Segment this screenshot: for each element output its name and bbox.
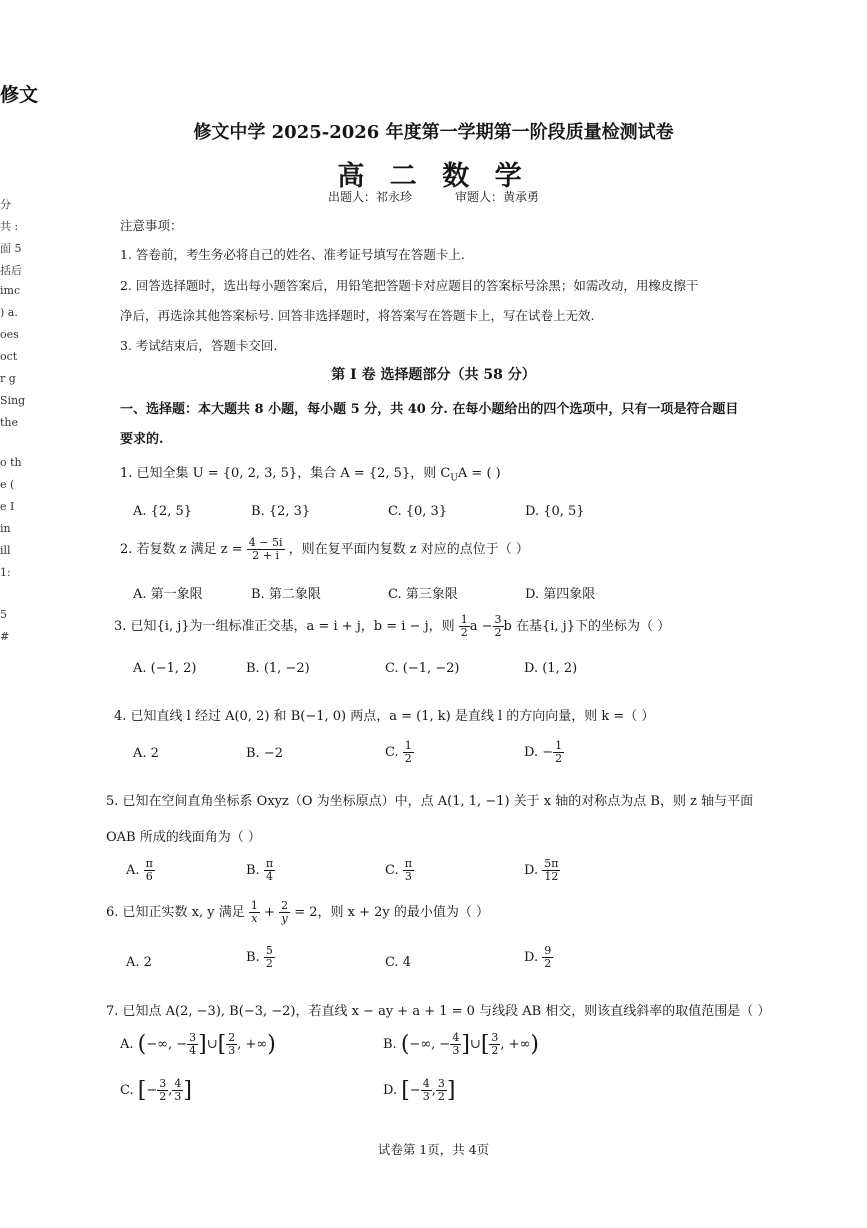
bleed-text: ) a. [0, 306, 18, 319]
question-5-stem: 5. 已知在空间直角坐标系 Oxyz（O 为坐标原点）中，点 A(1, 1, −1) 关于 x 轴的对称点为点 B，则 z 轴与平面 [106, 794, 754, 809]
bleed-text: 共 : [0, 220, 19, 233]
question-6-option-b[interactable]: B. $\frac{5}{2}$ [246, 944, 273, 971]
question-1-option-c[interactable]: C. {0, 3} [388, 504, 448, 519]
question-6-option-c[interactable]: C. 4 [385, 955, 412, 970]
note-line: 1. 答卷前，考生务必将自己的姓名、准考证号填写在答题卡上. [120, 247, 465, 262]
bleed-text: 分 [0, 198, 11, 211]
note-line: 净后，再选涂其他答案标号. 回答非选择题时，将答案写在答题卡上，写在试卷上无效. [120, 308, 595, 323]
fraction: $\frac{9}{2}$ [544, 944, 552, 971]
bleed-text: # [0, 630, 10, 643]
question-4-stem: 4. 已知直线 l 经过 A(0, 2) 和 B(−1, 0) 两点，a = (1, k) 是直线 l 的方向向量，则 k =（ ） [114, 709, 655, 724]
question-7-stem: 7. 已知点 A(2, −3), B(−3, −2)，若直线 x − ay + a + 1 = 0 与线段 AB 相交，则该直线斜率的取值范围是（ ） [106, 1004, 771, 1019]
bleed-text: 修文 [0, 84, 39, 106]
question-4-option-d[interactable]: D. − $\frac{1}{2}$ [524, 739, 563, 766]
bleed-text: in [0, 522, 11, 535]
question-5-option-d[interactable]: D. $\frac{5\pi}{12}$ [524, 857, 559, 884]
fraction: $\frac{4}{3}$ [452, 1031, 460, 1058]
question-4-option-a[interactable]: A. 2 [133, 746, 159, 761]
question-2-option-c[interactable]: C. 第三象限 [388, 587, 458, 602]
bleed-text: 1: [0, 566, 11, 579]
bleed-text: imc [0, 284, 21, 297]
fraction: $\frac{3}{4}$ [189, 1031, 197, 1058]
reviewer-label: 审题人：黄承勇 [455, 190, 540, 204]
question-3-option-d[interactable]: D. (1, 2) [524, 661, 578, 676]
bleed-text: r g [0, 372, 16, 385]
fraction: $\frac{3}{2}$ [491, 1031, 499, 1058]
bleed-text: ill [0, 544, 11, 557]
part-instruction: 一、选择题：本大题共 8 小题，每小题 5 分，共 40 分. 在每小题给出的四个选项中，只有一项是符合题目 [120, 402, 739, 417]
part-instruction: 要求的. [120, 432, 164, 447]
question-2-option-a[interactable]: A. 第一象限 [133, 587, 203, 602]
fraction: $\frac{2}{3}$ [228, 1031, 236, 1058]
question-2-option-d[interactable]: D. 第四象限 [525, 587, 596, 602]
bleed-text: e I [0, 500, 15, 513]
bleed-text: 括后 [0, 264, 22, 277]
question-7-option-d[interactable]: D. [− $\frac{4}{3}$ , $\frac{3}{2}$ ] [383, 1077, 456, 1104]
question-2-option-b[interactable]: B. 第二象限 [251, 587, 321, 602]
question-4-option-b[interactable]: B. −2 [246, 746, 283, 761]
fraction: $\frac{\pi}{4}$ [265, 857, 274, 884]
fraction: $\frac{3}{2}$ [159, 1077, 167, 1104]
bleed-text: oes [0, 328, 19, 341]
exam-title: 修文中学 2025-2026 年度第一学期第一阶段质量检测试卷 [193, 122, 674, 143]
question-4-option-c[interactable]: C. $\frac{1}{2}$ [385, 739, 412, 766]
fraction: $\frac{1}{2}$ [404, 739, 412, 766]
fraction: $\frac{3}{2}$ [494, 613, 502, 640]
bleed-text: o th [0, 456, 22, 469]
question-3-option-a[interactable]: A. (−1, 2) [133, 661, 197, 676]
fraction: $\frac{1}{x}$ [250, 899, 258, 926]
question-1-stem: 1. 已知全集 U = {0, 2, 3, 5}，集合 A = {2, 5}，则 $C_UA$ = ( ) [120, 466, 501, 484]
bleed-text: the [0, 416, 19, 429]
fraction: $\frac{1}{2}$ [460, 613, 468, 640]
bleed-text: 5 [0, 608, 7, 621]
question-6-option-d[interactable]: D. $\frac{9}{2}$ [524, 944, 552, 971]
bleed-text: oct [0, 350, 18, 363]
note-line: 2. 回答选择题时，选出每小题答案后，用铅笔把答题卡对应题目的答案标号涂黑；如需改动，用橡皮擦干 [120, 278, 699, 293]
question-1-option-b[interactable]: B. {2, 3} [251, 504, 311, 519]
question-1-option-a[interactable]: A. {2, 5} [133, 504, 193, 519]
notes-heading: 注意事项： [120, 218, 183, 233]
fraction: $\frac{4}{3}$ [174, 1077, 182, 1104]
exam-subject: 高 二 数 学 [337, 161, 530, 192]
fraction: $\frac{5}{2}$ [265, 944, 273, 971]
question-7-option-c[interactable]: C. [− $\frac{3}{2}$ , $\frac{4}{3}$ ] [120, 1077, 192, 1104]
fraction: $\frac{2}{y}$ [281, 899, 289, 926]
fraction: $\frac{4}{3}$ [422, 1077, 430, 1104]
question-7-option-b[interactable]: B. (−∞, − $\frac{4}{3}$ ]∪[ $\frac{3}{2}$ , +∞) [383, 1031, 539, 1058]
question-3-option-b[interactable]: B. (1, −2) [246, 661, 310, 676]
left-bleed-fragments [0, 0, 40, 700]
question-7-option-a[interactable]: A. (−∞, − $\frac{3}{4}$ ]∪[ $\frac{2}{3}$ , +∞) [120, 1031, 276, 1058]
question-6-stem: 6. 已知正实数 x, y 满足 $\frac{1}{x}$ + $\frac{2}{y}$ = 2，则 x + 2y 的最小值为（ ） [106, 899, 490, 926]
page-footer: 试卷第 1页，共 4页 [377, 1142, 490, 1157]
question-5-stem-cont: OAB 所成的线面角为（ ） [106, 830, 261, 845]
question-5-option-c[interactable]: C. $\frac{\pi}{3}$ [385, 857, 412, 884]
question-5-option-b[interactable]: B. $\frac{\pi}{4}$ [246, 857, 274, 884]
fraction: $\frac{4 - 5i}{2 + i}$ [248, 536, 283, 563]
bleed-text: Sing [0, 394, 26, 407]
section-title: 第 I 卷 选择题部分（共 58 分） [331, 367, 536, 383]
question-2-stem: 2. 若复数 z 满足 z = $\frac{4 - 5i}{2 + i}$ ，则在复平面内复数 z 对应的点位于（ ） [120, 536, 529, 563]
bleed-text: 面 5 [0, 242, 22, 255]
bleed-text: e ( [0, 478, 15, 491]
fraction: $\frac{1}{2}$ [555, 739, 563, 766]
fraction: $\frac{3}{2}$ [437, 1077, 445, 1104]
question-3-stem: 3. 已知{i, j}为一组标准正交基，a = i + j，b = i − j，则 $\frac{1}{2}$ a − $\frac{3}{2}$ b 在基{i, j}下的坐标为（ ） [114, 613, 671, 640]
author-label: 出题人：祁永珍 [328, 190, 413, 204]
question-5-option-a[interactable]: A. $\frac{\pi}{6}$ [126, 857, 153, 884]
question-1-option-d[interactable]: D. {0, 5} [525, 504, 585, 519]
note-line: 3. 考试结束后，答题卡交回. [120, 338, 278, 353]
fraction: $\frac{\pi}{3}$ [404, 857, 412, 884]
question-6-option-a[interactable]: A. 2 [126, 955, 152, 970]
fraction: $\frac{5\pi}{12}$ [544, 857, 559, 884]
fraction: $\frac{\pi}{6}$ [145, 857, 153, 884]
question-3-option-c[interactable]: C. (−1, −2) [385, 661, 460, 676]
